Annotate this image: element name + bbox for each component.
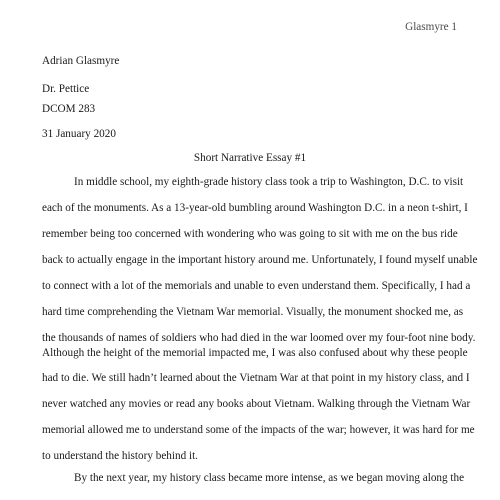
course-code: DCOM 283 — [42, 103, 96, 115]
paragraph-line: hard time comprehending the Vietnam War memorial. Visually, the monument shocked me, as — [42, 306, 464, 318]
paragraph-line: never watched any movies or read any books about Vietnam. Walking through the Vietnam War — [42, 398, 471, 410]
paragraph-line: each of the monuments. As a 13-year-old bumbling around Washington D.C. in a neon t-shirt, I — [42, 202, 468, 214]
paragraph-line: remember being too concerned with wondering who was going to sit with me on the bus ride — [42, 228, 458, 240]
paragraph-line: to understand the history behind it. — [42, 450, 198, 462]
paragraph-line: By the next year, my history class became more intense, as we began moving along the — [74, 472, 465, 484]
paragraph-line: to connect with a lot of the memorials and unable to even understand them. Specifically, I had a — [42, 280, 471, 292]
instructor-name: Dr. Pettice — [42, 83, 90, 95]
author-name: Adrian Glasmyre — [42, 55, 120, 67]
paragraph-line: the thousands of names of soldiers who had died in the war loomed over my four-foot nine body. — [42, 332, 476, 344]
paragraph-line: In middle school, my eighth-grade history class took a trip to Washington, D.C. to visit — [74, 176, 464, 188]
running-head: Glasmyre 1 — [405, 21, 457, 33]
essay-date: 31 January 2020 — [42, 128, 116, 140]
paragraph-line: memorial allowed me to understand some of the impacts of the war; however, it was hard for me — [42, 424, 475, 436]
paragraph-line: Although the height of the memorial impacted me, I was also confused about why these people — [42, 347, 468, 359]
paragraph-line: back to actually engage in the important history around me. Unfortunately, I found myself unable — [42, 254, 478, 266]
essay-title: Short Narrative Essay #1 — [193, 152, 307, 164]
paragraph-line: had to die. We still hadn’t learned about the Vietnam War at that point in my history class, and I — [42, 372, 470, 384]
